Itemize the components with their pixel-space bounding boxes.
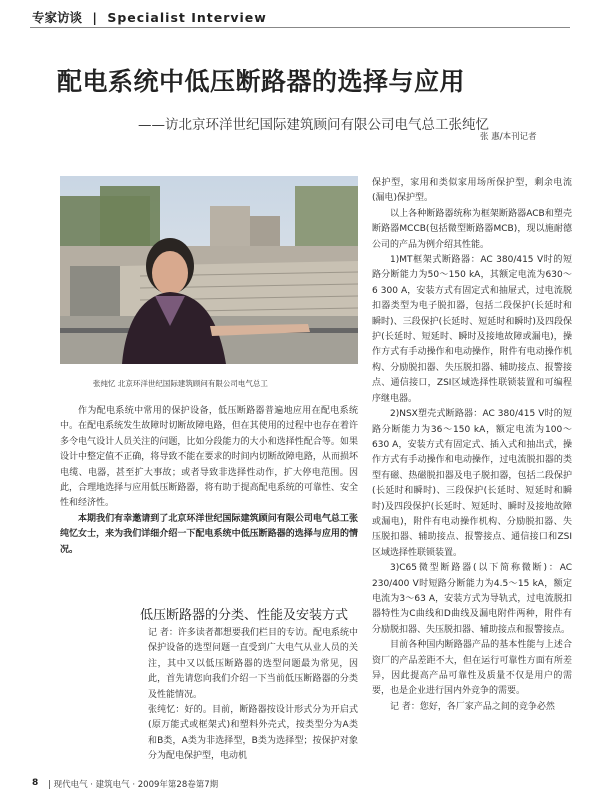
article-byline: 张 惠/本刊记者	[480, 132, 537, 142]
photo-caption: 张纯忆 北京环洋世纪国际建筑顾问有限公司电气总工	[93, 379, 268, 388]
article-title: 配电系统中低压断路器的选择与应用	[57, 67, 466, 96]
right-paragraph: 保护型，家用和类似家用场所保护型，剩余电流(漏电)保护型。	[372, 178, 572, 204]
right-paragraph: 以上各种断路器统称为框架断路器ACB和塑壳断路器MCCB(包括微型断路器MCB)，现以施耐德公司的产品为例介绍其性能。	[372, 208, 572, 250]
intro-paragraph-bold: 本期我们有幸邀请到了北京环洋世纪国际建筑顾问有限公司电气总工张纯忆女士，来为我们详细介绍一下配电系统中低压断路器的选择与应用的情况。	[60, 513, 358, 555]
right-column	[372, 176, 572, 715]
section-label-cn: 专家访谈	[32, 10, 83, 25]
right-paragraph: 记 者：您好，各厂家产品之间的竞争必然	[390, 701, 555, 712]
section-heading: 低压断路器的分类、性能及安装方式	[140, 608, 349, 623]
section-label-en: Specialist Interview	[107, 10, 267, 25]
interviewee-photo	[60, 176, 358, 364]
section-body	[148, 626, 358, 765]
interviewee-answer: 张纯忆：好的。目前，断路器按设计形式分为开启式(原万能式或框架式)和塑料外壳式，按类型分为A类和B类，A类为非选择型，B类为选择型；按保护对象分为配电保护型，电动机	[148, 705, 358, 762]
reporter-question: 记 者：许多读者都想要我们栏目的专访。配电系统中保护设备的选型问题一直受到广大电气从业人员的关注，其中又以低压断路器的选型问题最为常见，因此，首先请您向我们介绍一下当前低压断路器的分类及性能情况。	[148, 628, 358, 700]
header-rule	[30, 27, 570, 28]
right-paragraph: 1)MT框架式断路器：AC 380/415 V时的短路分断能力为50～150 kA，其额定电流为630～6 300 A，安装方式有固定式和抽屉式，过电流脱扣器类型为电子脱扣器，包括二段保护(长延时和瞬时)、三段保护(长延时、短延时和瞬时)及四段保护(长延时、短延时、瞬时及接地故障或漏电)，操作方式有手动操作和电动操作，附件有电动操作机构、分励脱扣器、失压脱扣器、辅助接点、报警接点、通信接口，ZSI区域选择性联锁装置和可编程序继电器。	[372, 255, 572, 404]
right-paragraph: 3)C65微型断路器(以下简称微断)：AC 230/400 V时短路分断能力为4.5～15 kA，额定电流为3～63 A，安装方式为导轨式，过电流脱扣器特性为C曲线和D曲线及漏电附件两种，附件有分励脱扣器、失压脱扣器、辅助接点和报警接点。	[372, 563, 572, 635]
journal-footer: | 现代电气 · 建筑电气 · 2009年第28卷第7期	[48, 780, 219, 790]
right-paragraph: 2)NSX塑壳式断路器：AC 380/415 V时的短路分断能力为36～150 kA，额定电流为100～630 A，安装方式有固定式、插入式和抽出式，操作方式有手动操作和电动操作，过电流脱扣器的类型有磁、热磁脱扣器及电子脱扣器，包括二段保护(长延时和瞬时)、三段保护(长延时、短延时和瞬时)及四段保护(长延时、短延时、瞬时及接地故障或漏电)，附件有电动操作机构、分励脱扣器、失压脱扣器、辅助接点、报警接点、通信接口和ZSI区域选择性联锁装置。	[372, 409, 572, 558]
article-subtitle: ——访北京环洋世纪国际建筑顾问有限公司电气总工张纯忆	[138, 117, 489, 133]
section-header	[32, 8, 267, 26]
intro-paragraph: 作为配电系统中常用的保护设备，低压断路器普遍地应用在配电系统中。在配电系统发生故障时切断故障电路，但在其使用的过程中也存在着许多令电气设计人员关注的问题，比如分段能力的大小和选择性配合等。如果设计中整定值不正确，将导致不能在要求的时间内切断故障电路，从而损坏电缆、电器，甚至扩大事故；或者导致非选择性动作，扩大停电范围。因此，合理地选择与应用低压断路器，将有助于提高配电系统的可靠性、安全性和经济性。	[60, 406, 358, 509]
page-number: 8	[32, 778, 39, 788]
right-paragraph: 目前各种国内断路器产品的基本性能与上述合资厂的产品差距不大，但在运行可靠性方面有所差异，因此提高产品可靠性及质量不仅是用户的需要，也是企业进行国内外竞争的需要。	[372, 640, 572, 697]
intro-text	[60, 404, 358, 558]
header-separator: |	[92, 10, 97, 25]
